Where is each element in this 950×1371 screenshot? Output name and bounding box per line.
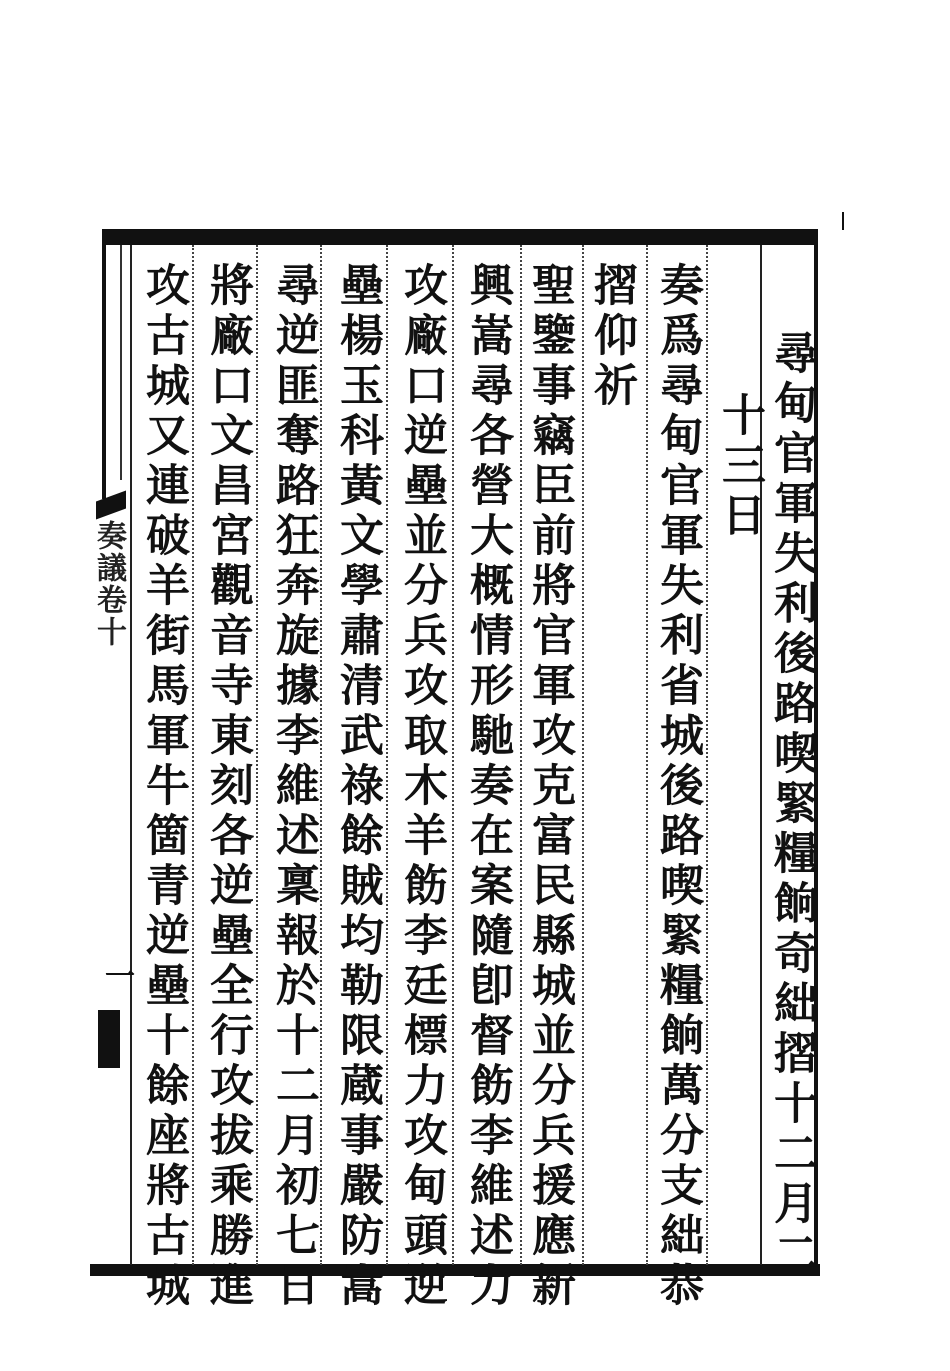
column-rule xyxy=(320,245,322,1265)
frame-left-border xyxy=(102,229,106,499)
column-rule xyxy=(646,245,648,1265)
text-column: 攻古城又連破羊街馬軍牛箇青逆壘十餘座將古城 xyxy=(138,262,189,1312)
text-column: 尋逆匪奪路狂奔旋據李維述稟報於十二月初七日 xyxy=(268,262,319,1312)
text-column: 聖鑒事竊臣前將官軍攻克富民縣城並分兵援應新 xyxy=(524,262,575,1312)
fold-label: 奏議卷十 xyxy=(91,520,126,648)
memorial-title: 尋甸官軍失利後路喫緊糧餉奇絀摺十二月二 xyxy=(766,330,817,1280)
fold-line xyxy=(120,245,122,480)
text-column: 奏爲尋甸官軍失利省城後路喫緊糧餉萬分支絀恭 xyxy=(652,262,703,1312)
frame-top-border xyxy=(102,229,818,245)
frame-mark xyxy=(842,212,844,230)
text-column: 攻廠口逆壘並分兵攻取木羊飭李廷標力攻甸頭逆 xyxy=(396,262,447,1312)
text-column: 摺仰祈 xyxy=(586,262,637,412)
memorial-date: 十三日 xyxy=(714,392,765,542)
fold-ear-mark xyxy=(96,491,126,520)
fish-tail-mark xyxy=(98,1010,120,1068)
column-rule xyxy=(256,245,258,1265)
column-rule xyxy=(452,245,454,1265)
page-number: 一 xyxy=(99,960,134,990)
column-rule xyxy=(192,245,194,1265)
column-rule xyxy=(130,245,132,1265)
column-rule xyxy=(706,245,708,1265)
column-rule xyxy=(386,245,388,1265)
text-column: 將廠口文昌宮觀音寺東刻各逆壘全行攻拔乘勝進 xyxy=(202,262,253,1312)
text-column: 壘楊玉科黃文學肅清武祿餘賊均勒限蔵事嚴防嵩 xyxy=(332,262,383,1312)
text-column: 興嵩尋各營大概情形馳奏在案隨卽督飭李維述力 xyxy=(462,262,513,1312)
